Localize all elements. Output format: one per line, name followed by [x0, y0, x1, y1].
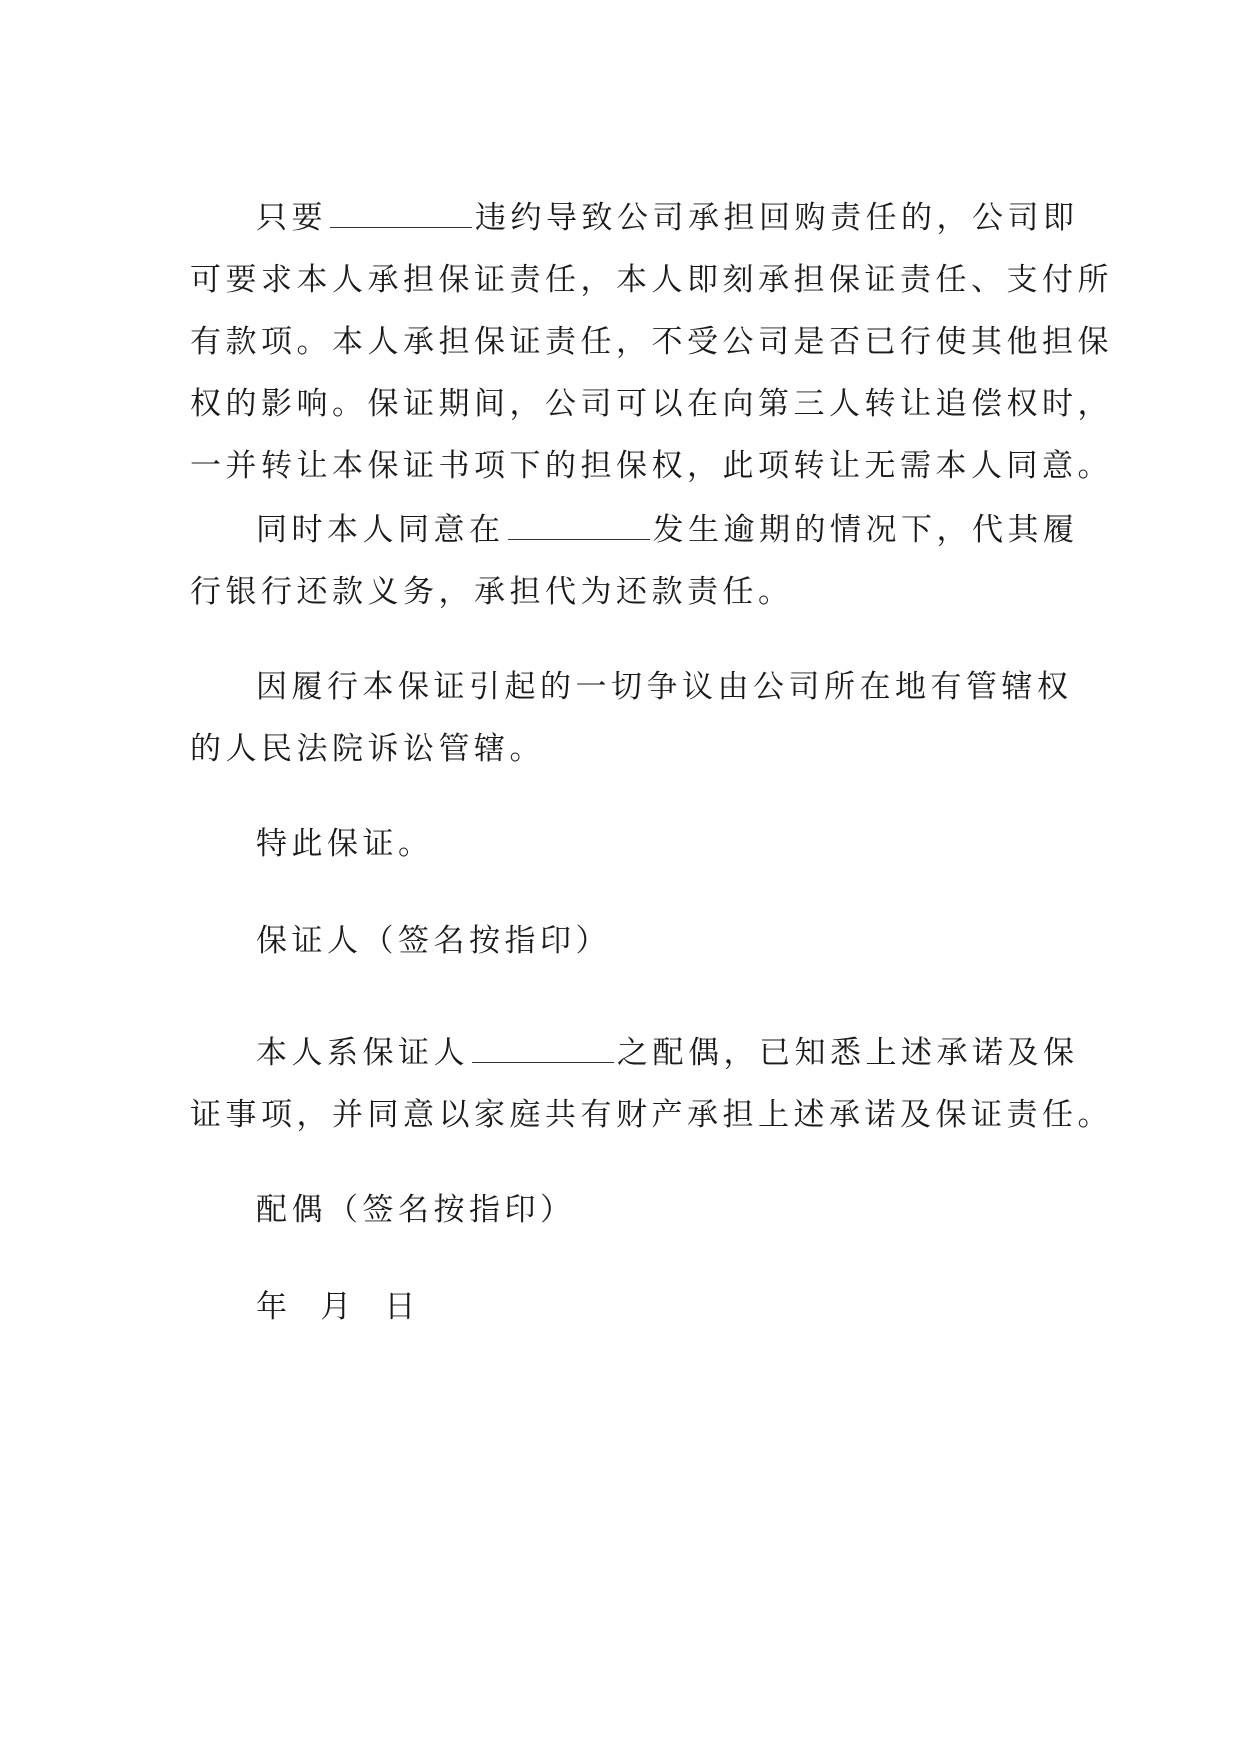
text-segment: 之配偶，已知悉上述承诺及保	[617, 1035, 1079, 1071]
paragraph-line	[190, 187, 1079, 249]
paragraph-line: 一并转让本保证书项下的担保权，此项转让无需本人同意。	[190, 448, 1113, 484]
text-segment: 本人系保证人	[256, 1035, 469, 1071]
paragraph-line: 可要求本人承担保证责任，本人即刻承担保证责任、支付所	[190, 262, 1113, 298]
paragraph-line: 特此保证。	[256, 826, 434, 862]
text-segment: 发生逾期的情况下，代其履	[652, 512, 1079, 548]
paragraph-spouse-consent	[190, 1022, 1113, 1146]
guarantor-signature-line	[190, 910, 1070, 972]
paragraph-line	[190, 1022, 1079, 1084]
paragraph-declaration	[190, 813, 1070, 875]
fill-in-blank[interactable]	[330, 201, 472, 228]
paragraph-line: 有款项。本人承担保证责任，不受公司是否已行使其他担保	[190, 324, 1113, 360]
paragraph-jurisdiction	[190, 656, 1073, 780]
paragraph-line: 行银行还款义务，承担代为还款责任。	[190, 574, 794, 610]
paragraph-guarantee-liability	[190, 187, 1113, 497]
fill-in-blank[interactable]	[508, 513, 650, 540]
text-segment: 只要	[256, 200, 327, 236]
spouse-signature-line	[190, 1179, 1070, 1241]
paragraph-line: 证事项，并同意以家庭共有财产承担上述承诺及保证责任。	[190, 1097, 1113, 1133]
fill-in-blank[interactable]	[472, 1036, 614, 1063]
paragraph-line	[190, 499, 1079, 561]
paragraph-line: 的人民法院诉讼管辖。	[190, 731, 545, 767]
signature-label: 配偶（签名按指印）	[256, 1192, 576, 1228]
paragraph-line: 因履行本保证引起的一切争议由公司所在地有管辖权	[256, 669, 1073, 705]
date-line	[190, 1276, 1070, 1338]
date-label: 年 月 日	[256, 1289, 420, 1325]
text-segment: 违约导致公司承担回购责任的，公司即	[475, 200, 1079, 236]
paragraph-repayment	[190, 499, 1079, 623]
paragraph-line: 权的影响。保证期间，公司可以在向第三人转让追偿权时，	[190, 386, 1113, 422]
signature-label: 保证人（签名按指印）	[256, 923, 611, 959]
text-segment: 同时本人同意在	[256, 512, 505, 548]
